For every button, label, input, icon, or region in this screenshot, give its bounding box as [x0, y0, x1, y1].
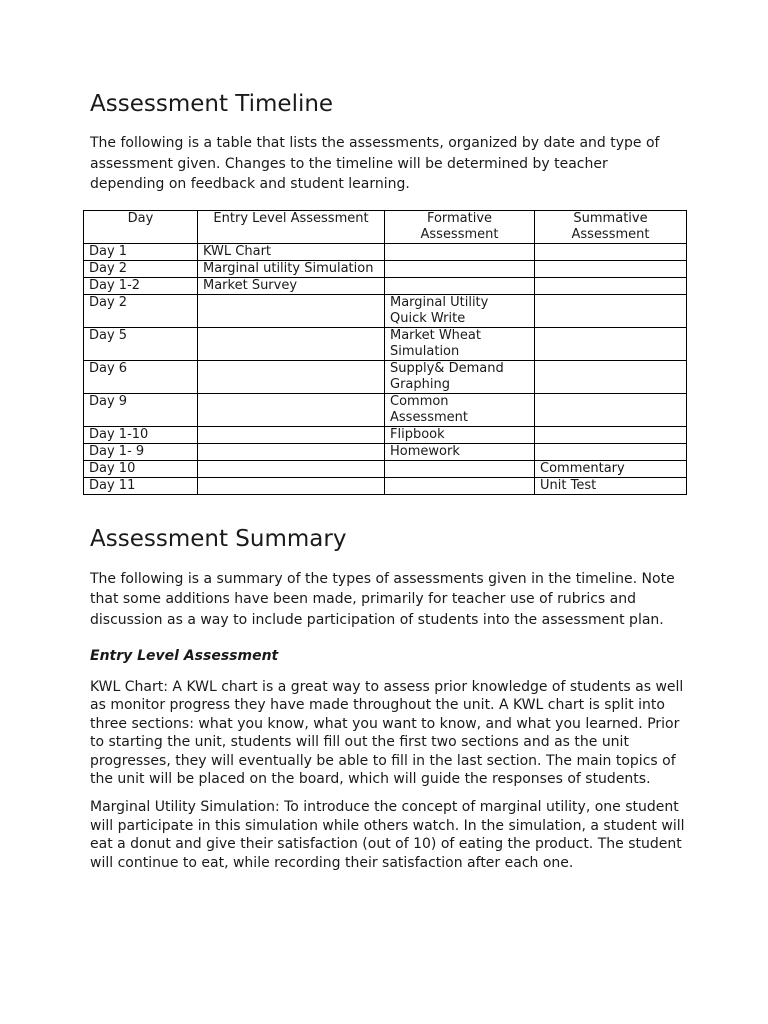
cell-day: Day 1-10: [84, 426, 198, 443]
entry-level-heading: Entry Level Assessment: [90, 648, 279, 664]
table-row: [84, 460, 687, 477]
table-row: [84, 277, 687, 294]
cell-formative: Flipbook: [385, 426, 535, 443]
cell-formative: [385, 477, 535, 494]
document-page: [90, 86, 686, 872]
header-summative: Summative Assessment: [535, 210, 687, 243]
cell-summative: [535, 426, 687, 443]
cell-day: Day 1-2: [84, 277, 198, 294]
cell-entry: [198, 460, 385, 477]
header-day: Day: [84, 210, 198, 243]
cell-formative: Supply& Demand Graphing: [385, 360, 535, 393]
cell-summative: [535, 277, 687, 294]
summary-intro: The following is a summary of the types of assessments given in the timeline. Note that some additions have been made, primarily for teacher use of rubrics and discussion as a way to include participation of students into the assessment plan.: [90, 570, 675, 628]
table-row: [84, 477, 687, 494]
kwl-paragraph: KWL Chart: A KWL chart is a great way to assess prior knowledge of students as well as monitor progress they have made throughout the unit. A KWL chart is split into three sections: what you know, what you want to know, and what you learned. Prior to starting the unit, students will fill out the first two sections and as the unit progresses, they will eventually be able to fill in the last section. The main topics of the unit will be placed on the board, which will guide the responses of students.: [90, 679, 684, 788]
cell-entry: [198, 393, 385, 426]
cell-day: Day 10: [84, 460, 198, 477]
cell-day: Day 6: [84, 360, 198, 393]
cell-entry: [198, 360, 385, 393]
table-row: [84, 426, 687, 443]
cell-summative: [535, 360, 687, 393]
cell-formative: [385, 260, 535, 277]
header-formative: Formative Assessment: [385, 210, 535, 243]
cell-summative: [535, 243, 687, 260]
table-row: [84, 327, 687, 360]
cell-day: Day 5: [84, 327, 198, 360]
cell-entry: KWL Chart: [198, 243, 385, 260]
cell-entry: Marginal utility Simulation: [198, 260, 385, 277]
cell-day: Day 1: [84, 243, 198, 260]
cell-formative: Common Assessment: [385, 393, 535, 426]
cell-formative: Market Wheat Simulation: [385, 327, 535, 360]
cell-entry: [198, 327, 385, 360]
timeline-intro: The following is a table that lists the assessments, organized by date and type of assessment given. Changes to the timeline will be determined by teacher depending on feedback and student learning.: [90, 135, 660, 192]
cell-formative: Homework: [385, 443, 535, 460]
cell-entry: [198, 294, 385, 327]
table-row: [84, 393, 687, 426]
cell-day: Day 9: [84, 393, 198, 426]
timeline-heading: Assessment Timeline: [90, 91, 334, 117]
assessment-timeline-table: [83, 210, 687, 495]
cell-summative: [535, 260, 687, 277]
cell-day: Day 11: [84, 477, 198, 494]
table-header-row: [84, 210, 687, 243]
cell-summative: Unit Test: [535, 477, 687, 494]
cell-summative: [535, 294, 687, 327]
cell-summative: Commentary: [535, 460, 687, 477]
cell-entry: [198, 443, 385, 460]
cell-day: Day 2: [84, 294, 198, 327]
cell-summative: [535, 393, 687, 426]
summary-heading: Assessment Summary: [90, 525, 347, 552]
marginal-utility-paragraph: Marginal Utility Simulation: To introduce the concept of marginal utility, one student will participate in this simulation while others watch. In the simulation, a student will eat a donut and give their satisfaction (out of 10) of eating the product. The student will continue to eat, while recording their satisfaction after each one.: [90, 799, 685, 871]
cell-summative: [535, 443, 687, 460]
table-row: [84, 260, 687, 277]
table-row: [84, 243, 687, 260]
table-row: [84, 360, 687, 393]
cell-entry: Market Survey: [198, 277, 385, 294]
cell-day: Day 1- 9: [84, 443, 198, 460]
cell-formative: Marginal Utility Quick Write: [385, 294, 535, 327]
cell-day: Day 2: [84, 260, 198, 277]
cell-summative: [535, 327, 687, 360]
table-row: [84, 294, 687, 327]
cell-entry: [198, 477, 385, 494]
cell-formative: [385, 277, 535, 294]
cell-formative: [385, 243, 535, 260]
header-entry-level: Entry Level Assessment: [198, 210, 385, 243]
cell-entry: [198, 426, 385, 443]
table-row: [84, 443, 687, 460]
cell-formative: [385, 460, 535, 477]
